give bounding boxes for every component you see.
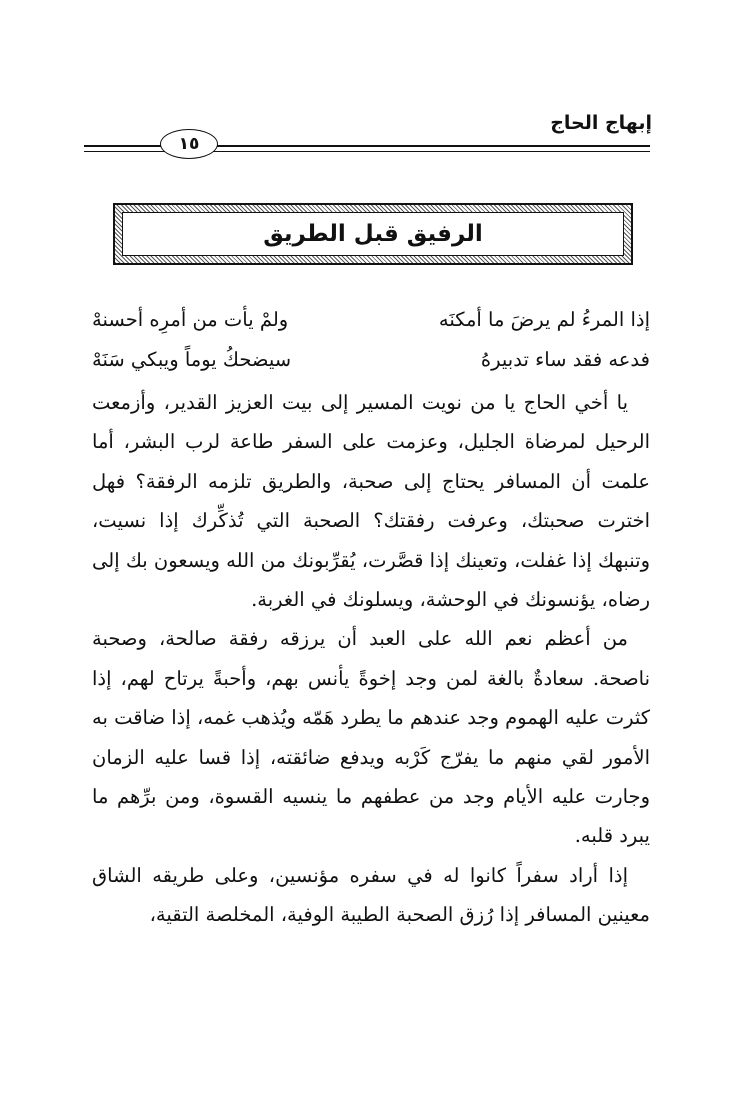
paragraph: من أعظم نعم الله على العبد أن يرزقه رفقة صالحة، وصحبة ناصحة. سعادةٌ بالغة لمن وجد إخوةً يأنس بهم، وأحبةً يرتاح لهم، إذا كثرت عليه الهموم وجد عندهم ما يطرد هَمّه ويُذهب غمه، إذا ضاقت به الأمور لقي منهم ما يفرّج كَرْبه ويدفع ضائقته، إذا قسا عليه الزمان وجارت عليه الأيام وجد من عطفهم ما ينسيه القسوة، ومن برِّهم ما يبرد قلبه. — [92, 627, 650, 848]
chapter-title-inner — [122, 212, 624, 256]
paragraph: إذا أراد سفراً كانوا له في سفره مؤنسين، وعلى طريقه الشاق معينين المسافر إذا رُزق الصحبة الطيبة الوفية، المخلصة التقية، — [92, 863, 650, 927]
poem-verse — [92, 340, 650, 380]
poem-verse — [92, 300, 650, 340]
page-number: ١٥ — [160, 129, 218, 159]
chapter-title-frame — [113, 203, 633, 265]
verse-second-hemistich: سيضحكُ يوماً ويبكي سَنَهْ — [92, 348, 292, 371]
body-text — [92, 383, 650, 935]
verse-first-hemistich: فدعه فقد ساء تدبيرهُ — [480, 348, 650, 371]
verse-second-hemistich: ولمْ يأت من أمرِه أحسنهْ — [92, 308, 289, 331]
verse-first-hemistich: إذا المرءُ لم يرضَ ما أمكنَه — [438, 308, 650, 331]
paragraph: يا أخي الحاج يا من نويت المسير إلى بيت العزيز القدير، وأزمعت الرحيل لمرضاة الجليل، وعزمت على السفر طاعة لرب البشر، أما علمت أن المسافر يحتاج إلى صحبة، والطريق تلزمه الرفقة؟ فهل اخترت صحبتك، وعرفت رفقتك؟ الصحبة التي تُذكِّرك إذا نسيت، وتنبهك إذا غفلت، وتعينك إذا قصَّرت، يُقرِّبونك من الله ويسعون بك إلى رضاه، يؤنسونك في الوحشة، ويسلونك في الغربة. — [92, 391, 650, 612]
running-header-title: إبهاج الحاج — [550, 112, 652, 134]
chapter-title: الرفيق قبل الطريق — [263, 221, 483, 247]
